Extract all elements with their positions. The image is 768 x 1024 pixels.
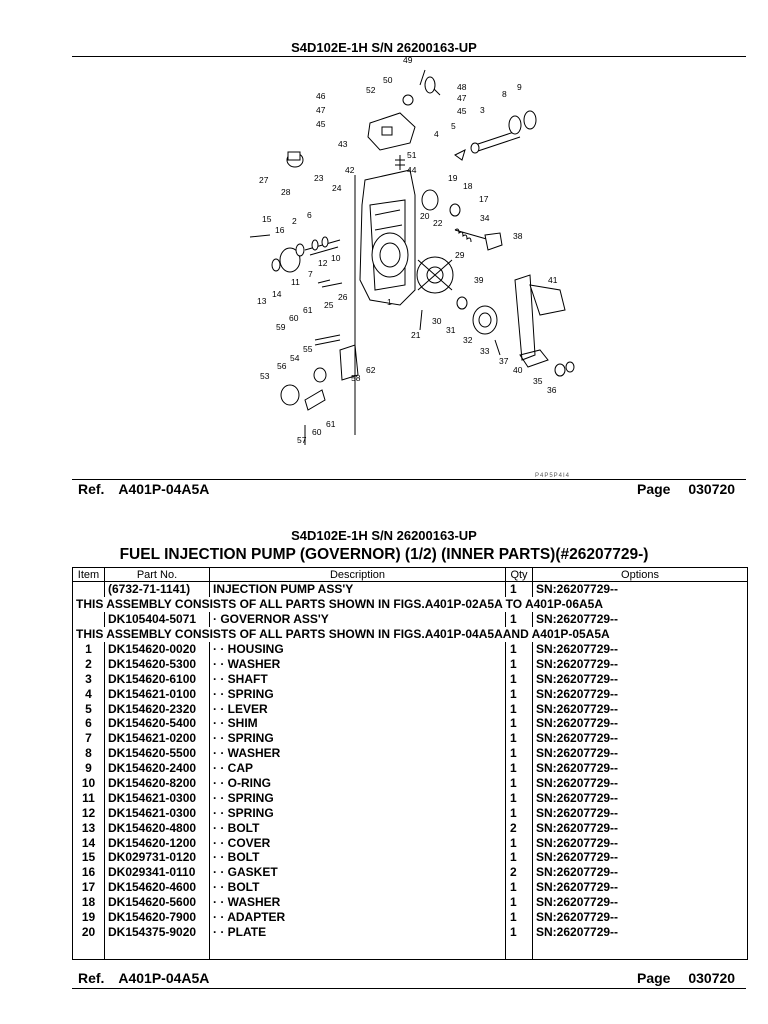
description-cell: · · BOLT (210, 850, 506, 865)
part-no-cell: DK154620-2400 (105, 761, 210, 776)
callout-50: 50 (383, 75, 393, 85)
qty-cell: 1 (506, 731, 533, 746)
diagram-code: P4P5P4I4 (535, 473, 571, 479)
callout-21: 21 (411, 330, 421, 340)
qty-cell: 1 (506, 686, 533, 701)
options-cell: SN:26207729-- (533, 776, 748, 791)
part-no-cell: DK154620-0020 (105, 642, 210, 657)
callout-26: 26 (338, 292, 348, 302)
part-no-cell: DK154620-5400 (105, 716, 210, 731)
qty-cell: 1 (506, 716, 533, 731)
housing-drawing (360, 170, 415, 305)
item-cell: 8 (73, 746, 105, 761)
col-qty: Qty (506, 568, 533, 582)
qty-cell: 1 (506, 761, 533, 776)
qty-cell: 1 (506, 746, 533, 761)
top-footer-rule (72, 479, 746, 480)
qty-cell: 1 (506, 790, 533, 805)
options-cell: SN:26207729-- (533, 612, 748, 627)
table-row (73, 865, 748, 880)
col-item: Item (73, 568, 105, 582)
top-page-label: Page (637, 481, 671, 497)
part-no-cell: DK154621-0300 (105, 790, 210, 805)
qty-cell: 1 (506, 880, 533, 895)
parts-table-body (73, 582, 748, 960)
table-row (73, 805, 748, 820)
options-cell: SN:26207729-- (533, 805, 748, 820)
description-cell: · · WASHER (210, 895, 506, 910)
bottom-ref (78, 970, 209, 986)
item-cell (73, 612, 105, 627)
qty-cell: 1 (506, 910, 533, 925)
callout-33: 33 (480, 346, 490, 356)
item-cell: 20 (73, 924, 105, 939)
table-row (73, 924, 748, 939)
qty-cell: 1 (506, 612, 533, 627)
callout-40: 40 (513, 365, 523, 375)
callout-6: 6 (307, 210, 312, 220)
options-cell: SN:26207729-- (533, 701, 748, 716)
callout-54: 54 (290, 353, 300, 363)
description-cell: · · GASKET (210, 865, 506, 880)
callout-9: 9 (517, 82, 522, 92)
item-cell: 1 (73, 642, 105, 657)
description-cell: · · WASHER (210, 656, 506, 671)
callout-3: 3 (480, 105, 485, 115)
bottom-heading: S4D102E-1H S/N 26200163-UP (291, 528, 477, 543)
empty-cell (506, 939, 533, 960)
options-cell: SN:26207729-- (533, 910, 748, 925)
description-cell: · · SPRING (210, 805, 506, 820)
parts-table (72, 567, 748, 960)
callout-8: 8 (502, 89, 507, 99)
table-row (73, 776, 748, 791)
description-cell: · · BOLT (210, 880, 506, 895)
callout-52: 52 (366, 85, 376, 95)
callout-19: 19 (448, 173, 458, 183)
callout-48: 48 (457, 82, 467, 92)
qty-cell: 1 (506, 895, 533, 910)
qty-cell: 1 (506, 671, 533, 686)
item-cell: 13 (73, 820, 105, 835)
callout-24: 24 (332, 183, 342, 193)
part-no-cell: DK154620-5300 (105, 656, 210, 671)
options-cell: SN:26207729-- (533, 656, 748, 671)
options-cell: SN:26207729-- (533, 731, 748, 746)
callout-23: 23 (314, 173, 324, 183)
callout-42: 42 (345, 165, 355, 175)
description-cell: · · SHAFT (210, 671, 506, 686)
item-cell: 11 (73, 790, 105, 805)
qty-cell: 1 (506, 582, 533, 597)
callout-58: 58 (351, 373, 361, 383)
description-cell: · GOVERNOR ASS'Y (210, 612, 506, 627)
callout-57: 57 (297, 435, 307, 445)
bottom-page (637, 970, 735, 986)
qty-cell: 2 (506, 865, 533, 880)
table-row (73, 656, 748, 671)
item-cell: 7 (73, 731, 105, 746)
callout-41: 41 (548, 275, 558, 285)
part-no-cell: DK154620-1200 (105, 835, 210, 850)
item-cell (73, 582, 105, 597)
item-cell: 16 (73, 865, 105, 880)
assembly-note-text: THIS ASSEMBLY CONSISTS OF ALL PARTS SHOWN IN FIGS.A401P-02A5A TO A401P-06A5A (73, 597, 748, 612)
assembly-note (73, 597, 748, 612)
parts-table-header (73, 568, 748, 582)
callout-61b: 61 (326, 419, 336, 429)
callout-27: 27 (259, 175, 269, 185)
empty-cell (533, 939, 748, 960)
callout-55: 55 (303, 344, 313, 354)
callout-5: 5 (451, 121, 456, 131)
table-row (73, 895, 748, 910)
item-cell: 18 (73, 895, 105, 910)
options-cell: SN:26207729-- (533, 895, 748, 910)
table-row (73, 910, 748, 925)
part-no-cell: DK154621-0300 (105, 805, 210, 820)
item-cell: 5 (73, 701, 105, 716)
empty-cell (105, 939, 210, 960)
item-cell: 4 (73, 686, 105, 701)
description-cell: · · BOLT (210, 820, 506, 835)
callout-60b: 60 (312, 427, 322, 437)
part-no-cell: (6732-71-1141) (105, 582, 210, 597)
bottom-ref-label: Ref. (78, 970, 105, 986)
options-cell: SN:26207729-- (533, 865, 748, 880)
description-cell: · · COVER (210, 835, 506, 850)
callout-37: 37 (499, 356, 509, 366)
table-row (73, 701, 748, 716)
options-cell: SN:26207729-- (533, 671, 748, 686)
table-row (73, 671, 748, 686)
col-description: Description (210, 568, 506, 582)
top-page-value: 030720 (688, 481, 736, 497)
bottom-page-label: Page (637, 970, 671, 986)
empty-cell (73, 939, 105, 960)
page-title: FUEL INJECTION PUMP (GOVERNOR) (1/2) (INNER PARTS)(#26207729-) (119, 546, 649, 563)
description-cell: · · CAP (210, 761, 506, 776)
callout-62: 62 (366, 365, 376, 375)
description-cell: · · O-RING (210, 776, 506, 791)
callout-36: 36 (547, 385, 557, 395)
col-options: Options (533, 568, 748, 582)
item-cell: 17 (73, 880, 105, 895)
callout-29: 29 (455, 250, 465, 260)
item-cell: 3 (73, 671, 105, 686)
description-cell: · · SHIM (210, 716, 506, 731)
callout-61: 61 (303, 305, 313, 315)
options-cell: SN:26207729-- (533, 746, 748, 761)
options-cell: SN:26207729-- (533, 582, 748, 597)
callout-2: 2 (292, 216, 297, 226)
callout-28: 28 (281, 187, 291, 197)
table-row (73, 612, 748, 627)
qty-cell: 2 (506, 820, 533, 835)
table-row (73, 731, 748, 746)
callout-51: 51 (407, 150, 417, 160)
description-cell: · · SPRING (210, 790, 506, 805)
top-ref (78, 481, 209, 497)
description-cell: · · HOUSING (210, 642, 506, 657)
callout-45b: 45 (316, 119, 326, 129)
part-no-cell: DK154620-5500 (105, 746, 210, 761)
part-no-cell: DK029341-0110 (105, 865, 210, 880)
callout-11: 11 (291, 277, 300, 287)
top-heading: S4D102E-1H S/N 26200163-UP (291, 40, 477, 55)
bottom-footer-rule (72, 988, 746, 989)
callout-30: 30 (432, 316, 442, 326)
empty-cell (210, 939, 506, 960)
description-cell: · · ADAPTER (210, 910, 506, 925)
qty-cell: 1 (506, 850, 533, 865)
callout-44: 44 (407, 165, 417, 175)
callout-1: 1 (387, 297, 392, 307)
part-no-cell: DK154620-6100 (105, 671, 210, 686)
options-cell: SN:26207729-- (533, 820, 748, 835)
bottom-page-value: 030720 (688, 970, 736, 986)
item-cell: 14 (73, 835, 105, 850)
part-no-cell: DK029731-0120 (105, 850, 210, 865)
table-row (73, 835, 748, 850)
description-cell: · · WASHER (210, 746, 506, 761)
part-no-cell: DK154620-4600 (105, 880, 210, 895)
part-no-cell: DK154620-2320 (105, 701, 210, 716)
callout-46: 46 (316, 91, 326, 101)
callout-38: 38 (513, 231, 523, 241)
callout-25: 25 (324, 300, 334, 310)
qty-cell: 1 (506, 924, 533, 939)
callout-47: 47 (457, 93, 467, 103)
qty-cell: 1 (506, 701, 533, 716)
top-page (637, 481, 735, 497)
options-cell: SN:26207729-- (533, 642, 748, 657)
description-cell: · · LEVER (210, 701, 506, 716)
qty-cell: 1 (506, 835, 533, 850)
options-cell: SN:26207729-- (533, 880, 748, 895)
callout-17: 17 (479, 194, 489, 204)
callout-12: 12 (318, 258, 328, 268)
table-row (73, 880, 748, 895)
table-row (73, 686, 748, 701)
description-cell: · · PLATE (210, 924, 506, 939)
description-cell: · · SPRING (210, 686, 506, 701)
item-cell: 6 (73, 716, 105, 731)
part-no-cell: DK154621-0200 (105, 731, 210, 746)
top-cover-drawing (368, 70, 440, 170)
shaft-cap-drawing (455, 111, 536, 160)
callout-15: 15 (262, 214, 272, 224)
callout-7: 7 (308, 269, 313, 279)
callout-60: 60 (289, 313, 299, 323)
part-no-cell: DK154620-7900 (105, 910, 210, 925)
item-cell: 15 (73, 850, 105, 865)
item-cell: 2 (73, 656, 105, 671)
qty-cell: 1 (506, 642, 533, 657)
part-no-cell: DK154620-5600 (105, 895, 210, 910)
callout-49: 49 (403, 55, 413, 65)
assembly-note-text: THIS ASSEMBLY CONSISTS OF ALL PARTS SHOWN IN FIGS.A401P-04A5AAND A401P-05A5A (73, 627, 748, 642)
callout-56: 56 (277, 361, 287, 371)
callout-14: 14 (272, 289, 282, 299)
part-no-cell: DK154375-9020 (105, 924, 210, 939)
options-cell: SN:26207729-- (533, 716, 748, 731)
options-cell: SN:26207729-- (533, 790, 748, 805)
options-cell: SN:26207729-- (533, 761, 748, 776)
callout-32: 32 (463, 335, 473, 345)
callout-13: 13 (257, 296, 267, 306)
callout-10: 10 (331, 253, 341, 263)
options-cell: SN:26207729-- (533, 835, 748, 850)
item-cell: 12 (73, 805, 105, 820)
callout-43: 43 (338, 139, 348, 149)
options-cell: SN:26207729-- (533, 850, 748, 865)
callout-31: 31 (446, 325, 456, 335)
callout-45: 45 (457, 106, 467, 116)
table-row (73, 642, 748, 657)
options-cell: SN:26207729-- (533, 686, 748, 701)
options-cell: SN:26207729-- (533, 924, 748, 939)
callout-34: 34 (480, 213, 490, 223)
part-no-cell: DK154620-4800 (105, 820, 210, 835)
table-row (73, 850, 748, 865)
callout-22: 22 (433, 218, 443, 228)
table-row (73, 790, 748, 805)
col-part-no: Part No. (105, 568, 210, 582)
item-cell: 9 (73, 761, 105, 776)
table-row (73, 820, 748, 835)
assembly-note (73, 627, 748, 642)
top-ref-label: Ref. (78, 481, 105, 497)
callout-47b: 47 (316, 105, 326, 115)
table-row (73, 716, 748, 731)
callout-53: 53 (260, 371, 270, 381)
callout-39: 39 (474, 275, 484, 285)
top-ref-value: A401P-04A5A (118, 481, 210, 497)
description-cell: · · SPRING (210, 731, 506, 746)
item-cell: 10 (73, 776, 105, 791)
table-row (73, 761, 748, 776)
bottom-ref-value: A401P-04A5A (118, 970, 210, 986)
part-no-cell: DK154620-8200 (105, 776, 210, 791)
qty-cell: 1 (506, 776, 533, 791)
callout-16: 16 (275, 225, 285, 235)
callout-20: 20 (420, 211, 430, 221)
table-row (73, 746, 748, 761)
callout-35: 35 (533, 376, 543, 386)
callout-18: 18 (463, 181, 473, 191)
description-cell: INJECTION PUMP ASS'Y (210, 582, 506, 597)
qty-cell: 1 (506, 656, 533, 671)
callout-4: 4 (434, 129, 439, 139)
table-end-row (73, 939, 748, 960)
callout-59: 59 (276, 322, 286, 332)
qty-cell: 1 (506, 805, 533, 820)
part-no-cell: DK105404-5071 (105, 612, 210, 627)
exploded-parts-diagram (230, 55, 590, 455)
part-no-cell: DK154621-0100 (105, 686, 210, 701)
table-row (73, 582, 748, 597)
item-cell: 19 (73, 910, 105, 925)
